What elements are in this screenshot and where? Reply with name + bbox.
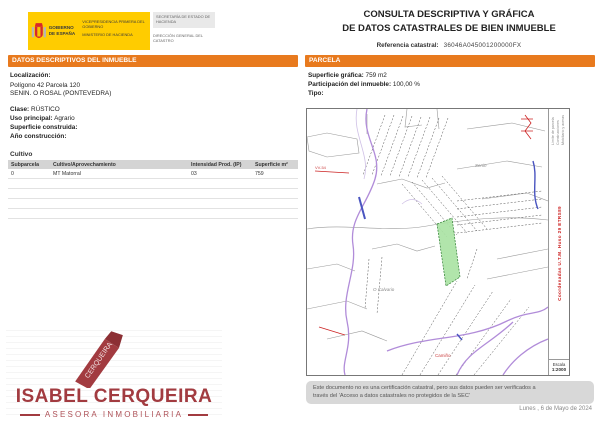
reference-label: Referencia catastral:	[376, 41, 439, 49]
superficie-grafica-value: 759 m2	[365, 72, 387, 79]
agency-tagline: ASESORA INMOBILIARIA	[44, 410, 184, 419]
gov-right-block	[153, 12, 215, 50]
map-red-label: VV-54	[315, 165, 326, 170]
col-superficie: Superficie m²	[252, 160, 298, 169]
gov-directorate: DIRECCIÓN GENERAL DEL CATASTRO	[153, 32, 203, 43]
superficie-construida-label: Superficie construida:	[10, 124, 78, 131]
superficie-grafica-label: Superficie gráfica:	[308, 72, 364, 79]
clase-label: Clase:	[10, 106, 30, 113]
map-scale-box	[549, 359, 569, 375]
participacion-value: 100,00 %	[392, 81, 420, 88]
cell-intensidad: 03	[188, 169, 252, 179]
reference-value: 36046A045001200000FX	[443, 41, 522, 49]
cultivo-title: Cultivo	[10, 151, 33, 158]
agency-logo	[6, 330, 222, 420]
document-title-line1: CONSULTA DESCRIPTIVA Y GRÁFICA	[363, 9, 535, 20]
agency-name: ISABEL CERQUEIRA	[15, 386, 213, 407]
localizacion-line2: SENIN. O ROSAL (PONTEVEDRA)	[10, 90, 112, 97]
disclaimer-line2: través del 'Acceso a datos catastrales no protegidos de la SEC'	[313, 393, 470, 400]
document-title-block	[303, 8, 595, 49]
cultivo-table	[8, 160, 298, 219]
gov-secretariat: SECRETARÍA DE ESTADO DE HACIENDA	[153, 12, 215, 28]
gov-ministry	[82, 20, 147, 42]
table-row-empty	[8, 199, 298, 209]
cell-subparcela: 0	[8, 169, 50, 179]
government-logo-box	[28, 12, 150, 50]
scale-value: 1:2000	[551, 366, 567, 372]
clase-row	[10, 106, 60, 113]
cultivo-header-row	[8, 160, 298, 169]
cadastral-reference	[303, 42, 595, 49]
gov-name: GOBIERNO DE ESPAÑA	[48, 25, 76, 36]
tagline-dash-left	[20, 414, 40, 416]
scale-label: Escala	[552, 361, 566, 367]
ribbon-text: CERQUEIRA	[83, 340, 115, 380]
localizacion-line1: Polígono 42 Parcela 120	[10, 82, 80, 89]
disclaimer-line1: Este documento no es una certificación catastral, pero sus datos pueden ser verificados a	[313, 385, 536, 391]
document-date: Lunes , 6 de Mayo de 2024	[519, 406, 592, 412]
agency-tagline-row	[6, 410, 222, 419]
clase-value: RÚSTICO	[30, 106, 60, 113]
legend-item-2: Construcciones	[556, 120, 561, 145]
uso-label: Uso principal:	[10, 115, 53, 122]
gov-ministry-line2: MINISTERIO DE HACIENDA	[82, 32, 133, 38]
table-row-empty	[8, 189, 298, 199]
cell-superficie: 759	[252, 169, 298, 179]
gov-ministry-line1: VICEPRESIDENCIA PRIMERA DEL GOBIERNO	[82, 18, 145, 29]
col-subparcela: Subparcela	[8, 160, 50, 169]
document-title-line2: DE DATOS CATASTRALES DE BIEN INMUEBLE	[342, 22, 556, 34]
ribbon-icon	[56, 330, 142, 388]
legend-item-3: Mobiliario y aceras	[561, 115, 566, 145]
cadastral-map-drawing	[307, 109, 548, 375]
tagline-dash-right	[188, 414, 208, 416]
disclaimer-box	[306, 381, 594, 404]
section-bar-inmueble: DATOS DESCRIPTIVOS DEL INMUEBLE	[8, 55, 298, 67]
table-row-empty	[8, 209, 298, 219]
government-header	[28, 12, 215, 50]
localizacion-label: Localización:	[10, 72, 51, 79]
uso-row	[10, 115, 75, 122]
superficie-grafica-row	[308, 72, 387, 79]
uso-value: Agrario	[54, 115, 75, 122]
subject-parcel-highlight	[437, 218, 460, 286]
map-road-label: Camiño	[435, 353, 451, 358]
section-bar-parcela: PARCELA	[305, 55, 595, 67]
col-cultivo: Cultivo/Aprovechamiento	[50, 160, 188, 169]
map-legend	[551, 113, 566, 147]
map-margin-strip	[548, 109, 569, 375]
participacion-row	[308, 81, 420, 88]
spain-coat-of-arms-icon	[31, 20, 47, 42]
cadastral-map	[306, 108, 570, 376]
participacion-label: Participación del inmueble:	[308, 81, 392, 88]
tipo-label: Tipo:	[308, 90, 324, 97]
map-coordinates-note: Coordenadas U.T.M. Huso 29 ETRS89	[556, 205, 562, 301]
tipo-row	[308, 90, 324, 97]
map-place-label-2: O Calvario	[373, 287, 395, 292]
cell-cultivo: MT Matorral	[50, 169, 188, 179]
anio-construccion-label: Año construcción:	[10, 133, 67, 140]
legend-item-1: Límite de parcela	[551, 117, 556, 145]
col-intensidad: Intensidad Prod. (IP)	[188, 160, 252, 169]
table-row	[8, 169, 298, 179]
map-place-label-1: Senin	[475, 163, 487, 168]
table-row-empty	[8, 179, 298, 189]
